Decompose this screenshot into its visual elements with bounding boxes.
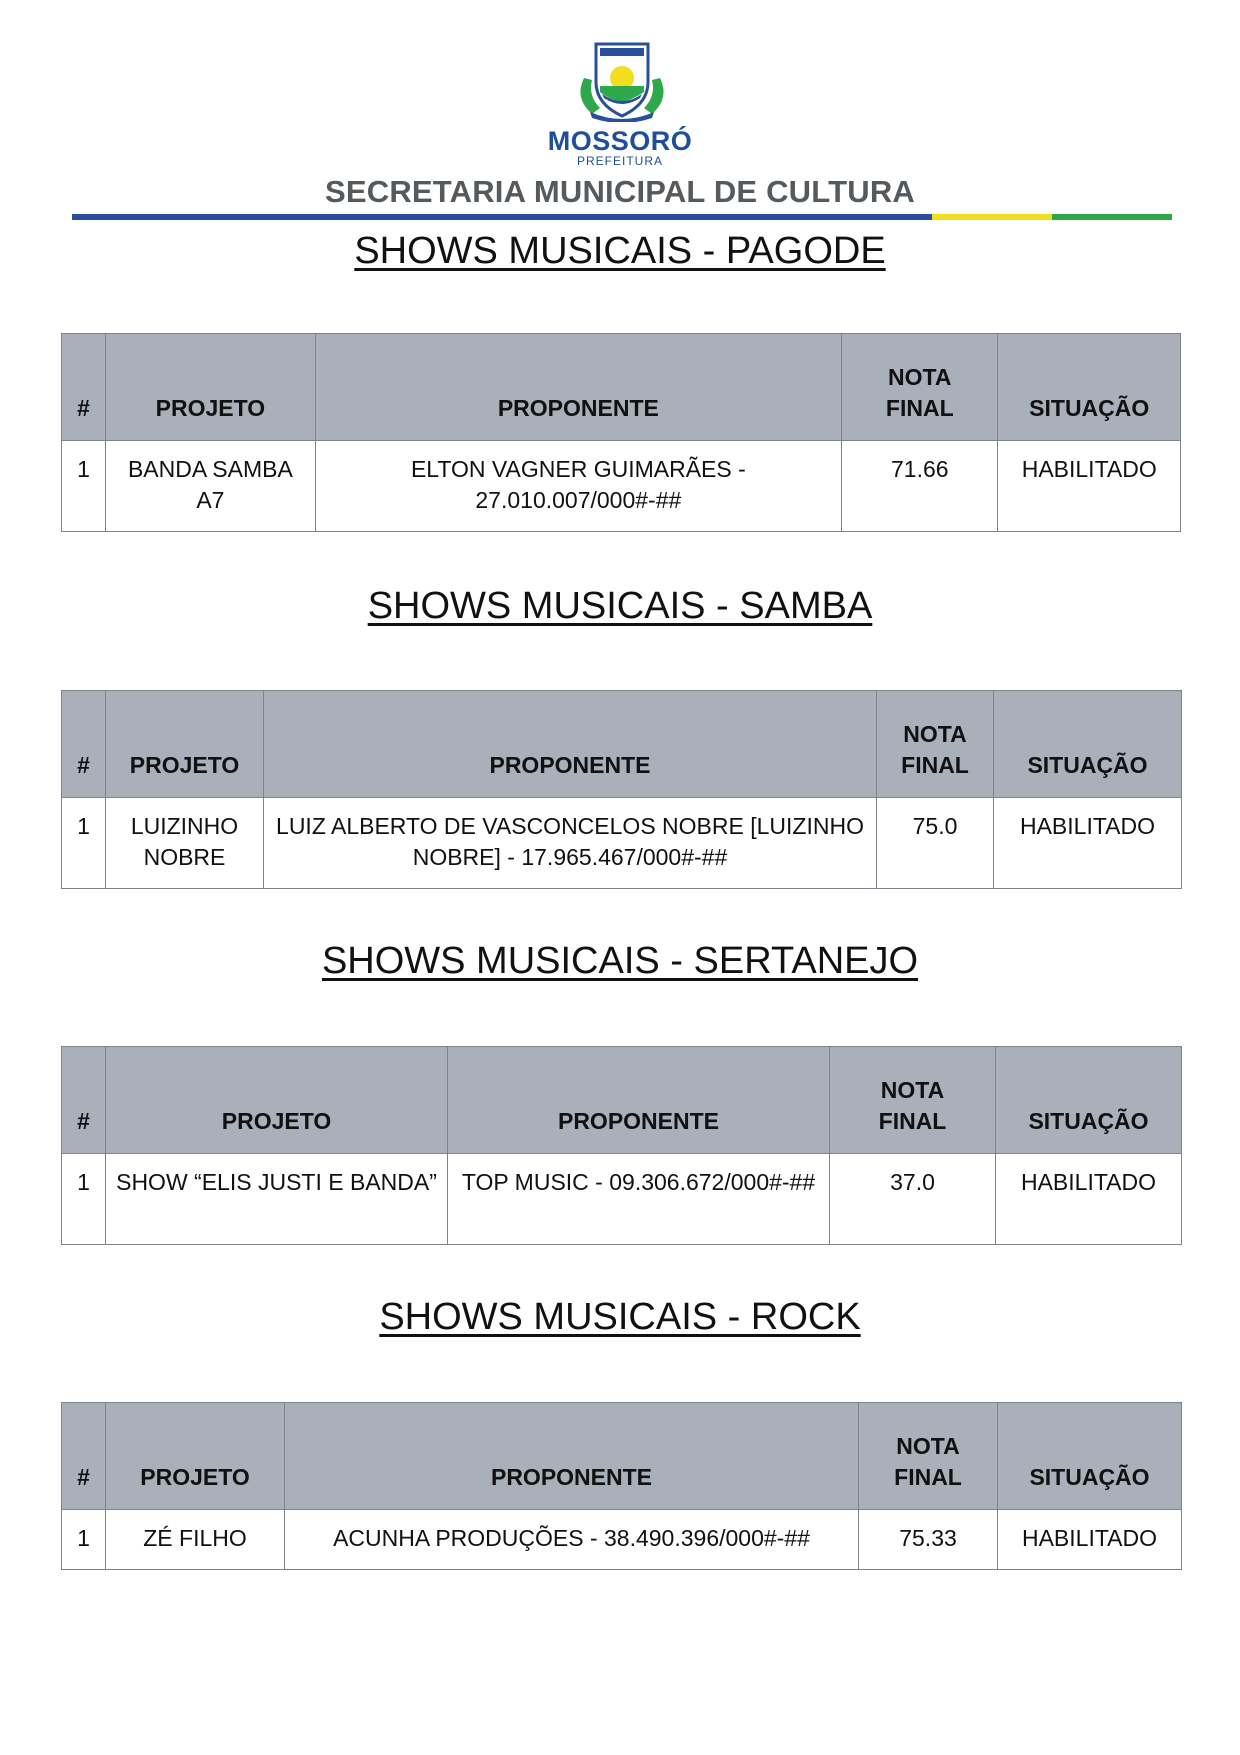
column-header-num: # (62, 1047, 106, 1154)
column-header-situacao: SITUAÇÃO (998, 334, 1181, 441)
brand-subtitle: PREFEITURA (576, 154, 663, 168)
cell-num: 1 (62, 441, 106, 532)
cell-nota-final: 71.66 (842, 441, 998, 532)
table-row (62, 1154, 1182, 1245)
column-header-projeto: PROJETO (106, 691, 264, 798)
section-title-rock: SHOWS MUSICAIS - ROCK (379, 1296, 861, 1338)
column-header-proponente: PROPONENTE (285, 1403, 859, 1510)
table-header-row (62, 1047, 1182, 1154)
table-sertanejo (61, 1046, 1182, 1245)
column-header-situacao: SITUAÇÃO (996, 1047, 1182, 1154)
column-header-projeto: PROJETO (106, 1403, 285, 1510)
cell-nota-final: 37.0 (830, 1154, 996, 1245)
header-stripe-green (1052, 214, 1172, 220)
table-pagode (61, 333, 1181, 532)
column-header-projeto: PROJETO (106, 1047, 448, 1154)
table-row (62, 798, 1182, 889)
column-header-num: # (62, 691, 106, 798)
cell-num: 1 (62, 1154, 106, 1245)
column-header-nota-line1: NOTA (896, 1433, 960, 1459)
cell-situacao: HABILITADO (998, 441, 1181, 532)
cell-situacao: HABILITADO (996, 1154, 1182, 1245)
column-header-nota-final (877, 691, 994, 798)
column-header-situacao: SITUAÇÃO (994, 691, 1182, 798)
table-header-row (62, 334, 1181, 441)
column-header-nota-line2: FINAL (894, 1464, 962, 1490)
cell-num: 1 (62, 1510, 106, 1570)
column-header-nota-line2: FINAL (885, 395, 954, 421)
column-header-nota-line1: NOTA (888, 364, 952, 390)
column-header-num: # (62, 1403, 106, 1510)
cell-nota-final: 75.33 (859, 1510, 998, 1570)
section-title-samba: SHOWS MUSICAIS - SAMBA (367, 585, 873, 627)
column-header-nota-final (859, 1403, 998, 1510)
section-title-pagode: SHOWS MUSICAIS - PAGODE (354, 230, 886, 272)
table-row (62, 1510, 1182, 1570)
table-rock (61, 1402, 1182, 1570)
table-header-row (62, 691, 1182, 798)
column-header-nota-line2: FINAL (901, 752, 969, 778)
column-header-proponente: PROPONENTE (448, 1047, 830, 1154)
header-stripe-blue (72, 214, 932, 220)
section-title-sertanejo: SHOWS MUSICAIS - SERTANEJO (321, 940, 919, 982)
cell-situacao: HABILITADO (998, 1510, 1182, 1570)
table-samba (61, 690, 1182, 889)
cell-nota-final: 75.0 (877, 798, 994, 889)
table-row (62, 441, 1181, 532)
column-header-num: # (62, 334, 106, 441)
column-header-nota-final (842, 334, 998, 441)
cell-situacao: HABILITADO (994, 798, 1182, 889)
column-header-proponente: PROPONENTE (264, 691, 877, 798)
cell-projeto: BANDA SAMBA A7 (106, 441, 316, 532)
cell-proponente: TOP MUSIC - 09.306.672/000#-## (448, 1154, 830, 1245)
municipal-crest-icon (570, 38, 674, 122)
cell-proponente: ELTON VAGNER GUIMARÃES - 27.010.007/000#-## (315, 441, 841, 532)
cell-proponente: ACUNHA PRODUÇÕES - 38.490.396/000#-## (285, 1510, 859, 1570)
column-header-nota-final (830, 1047, 996, 1154)
brand-name: MOSSORÓ (547, 126, 693, 156)
document-header (0, 0, 1240, 230)
cell-proponente: LUIZ ALBERTO DE VASCONCELOS NOBRE [LUIZINHO NOBRE] - 17.965.467/000#-## (264, 798, 877, 889)
header-stripe-yellow (932, 214, 1052, 220)
column-header-situacao: SITUAÇÃO (998, 1403, 1182, 1510)
cell-projeto: LUIZINHO NOBRE (106, 798, 264, 889)
column-header-nota-line1: NOTA (880, 1077, 945, 1103)
column-header-nota-line1: NOTA (903, 721, 967, 747)
table-header-row (62, 1403, 1182, 1510)
secretaria-title: SECRETARIA MUNICIPAL DE CULTURA (324, 174, 916, 209)
column-header-nota-line2: FINAL (878, 1108, 947, 1134)
cell-num: 1 (62, 798, 106, 889)
cell-projeto: ZÉ FILHO (106, 1510, 285, 1570)
column-header-projeto: PROJETO (106, 334, 316, 441)
cell-projeto: SHOW “ELIS JUSTI E BANDA” (106, 1154, 448, 1245)
column-header-proponente: PROPONENTE (315, 334, 841, 441)
